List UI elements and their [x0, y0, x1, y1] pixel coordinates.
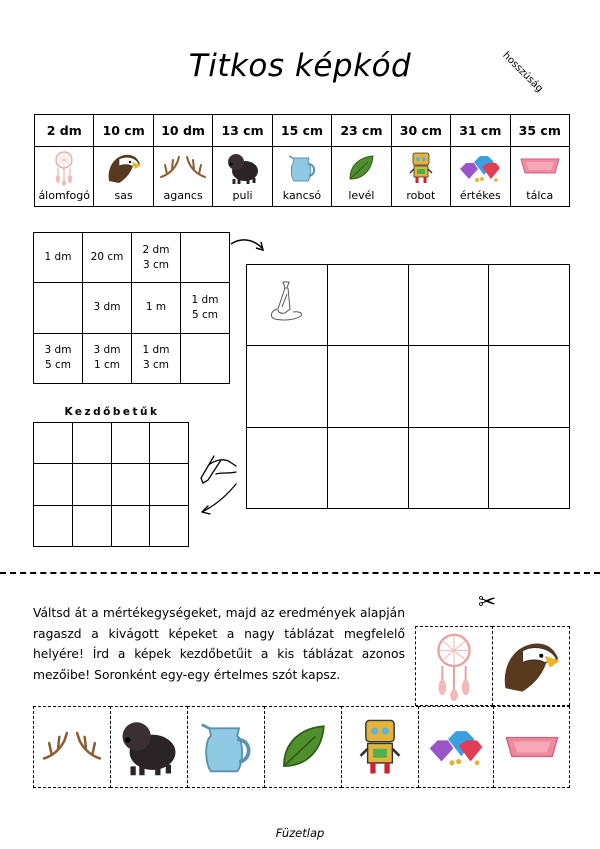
length-cell: 10 cm: [94, 115, 153, 147]
footer-brand: Füzetlap: [275, 826, 325, 840]
initial-slot[interactable]: [150, 423, 189, 464]
jug-icon: [286, 153, 318, 183]
gems-icon: [427, 727, 485, 767]
picture-slot[interactable]: [247, 427, 328, 508]
picture-cell: [213, 147, 272, 207]
instructions-text: Váltsd át a mértékegységeket, majd az eredmények alapján ragaszd a kivágott képeket a nagy táblázat megfelelő helyére! Írd a képek kezdőbetűit a kis táblázat azonos mezőibe! Soronként egy-egy értelmes szót kapsz.: [33, 606, 405, 682]
reference-table: [34, 114, 570, 207]
initial-slot[interactable]: [111, 505, 150, 546]
cutout-card-eagle[interactable]: [492, 626, 570, 706]
length-cell: 35 cm: [510, 115, 570, 147]
eagle-icon: [105, 151, 143, 185]
code-value: 1 dm: [191, 293, 219, 306]
code-cell: [83, 333, 132, 383]
picture-slot[interactable]: [327, 265, 408, 346]
initial-slot[interactable]: [150, 505, 189, 546]
initials-heading: Kezdőbetűk: [64, 406, 160, 418]
picture-cell: [451, 147, 510, 207]
cutout-card-dog[interactable]: [110, 706, 188, 788]
antler-icon: [39, 730, 105, 764]
dog-icon: [226, 151, 260, 185]
initial-slot[interactable]: [34, 505, 73, 546]
initial-slot[interactable]: [72, 505, 111, 546]
cutout-card-dreamcatcher[interactable]: [415, 626, 493, 706]
cutout-card-tray[interactable]: [493, 706, 570, 788]
code-value: 1 cm: [93, 359, 121, 372]
code-table: [33, 232, 230, 384]
cutout-card-robot[interactable]: [341, 706, 419, 788]
code-cell: [132, 333, 181, 383]
cutout-card-gems[interactable]: [418, 706, 494, 788]
dreamcatcher-icon: [49, 150, 79, 186]
initial-slot[interactable]: [34, 423, 73, 464]
curved-arrow-icon: [228, 236, 268, 258]
picture-cell: [35, 147, 94, 207]
code-cell: [181, 283, 230, 333]
topic-stamp: hosszúság: [500, 50, 545, 95]
code-cell: [181, 333, 230, 383]
code-value: 3 dm: [44, 344, 72, 357]
length-cell: 31 cm: [451, 115, 510, 147]
code-value: 3 cm: [142, 258, 170, 271]
cutout-card-antler[interactable]: [33, 706, 111, 788]
length-cell: 10 dm: [153, 115, 212, 147]
picture-slot[interactable]: [327, 346, 408, 427]
gems-icon: [458, 153, 502, 183]
antler-icon: [157, 155, 209, 181]
picture-slot[interactable]: [489, 346, 570, 427]
robot-icon: [357, 716, 403, 778]
code-cell: [181, 233, 230, 283]
scissors-icon: ✂: [478, 590, 497, 615]
length-cell: 30 cm: [391, 115, 450, 147]
picture-cell: [272, 147, 331, 207]
code-value: 5 cm: [44, 359, 72, 372]
code-cell: [83, 283, 132, 333]
eagle-icon: [498, 637, 564, 695]
picture-label: értékes: [459, 189, 501, 202]
jug-icon: [196, 719, 256, 775]
picture-slot[interactable]: [489, 265, 570, 346]
code-cell: [132, 233, 181, 283]
picture-label: levél: [348, 189, 375, 202]
length-cell: 23 cm: [332, 115, 391, 147]
picture-grid: [246, 264, 570, 509]
code-cell: [34, 233, 83, 283]
initial-slot[interactable]: [72, 464, 111, 505]
picture-label: puli: [232, 189, 253, 202]
picture-slot[interactable]: [247, 346, 328, 427]
picture-slot[interactable]: [489, 427, 570, 508]
picture-label: álomfogó: [38, 189, 90, 202]
initial-slot[interactable]: [72, 423, 111, 464]
initial-slot[interactable]: [111, 423, 150, 464]
cutout-card-leaf[interactable]: [264, 706, 342, 788]
jug-sketch-icon: [263, 279, 309, 327]
code-value: 3 cm: [142, 359, 170, 372]
code-value: 5 cm: [191, 308, 219, 321]
code-cell: [132, 283, 181, 333]
writing-hand-icon: [196, 450, 244, 524]
tray-icon: [501, 732, 563, 762]
code-value: 1 dm: [142, 344, 170, 357]
picture-slot[interactable]: [247, 265, 328, 346]
picture-slot[interactable]: [327, 427, 408, 508]
picture-label: sas: [114, 189, 133, 202]
picture-slot[interactable]: [408, 265, 489, 346]
picture-cell: [94, 147, 153, 207]
length-cell: 15 cm: [272, 115, 331, 147]
picture-label: tálca: [526, 189, 554, 202]
code-value: 1 dm: [44, 251, 72, 264]
cutout-card-jug[interactable]: [187, 706, 265, 788]
code-cell: [34, 333, 83, 383]
initial-slot[interactable]: [150, 464, 189, 505]
page-title: Titkos képkód: [188, 48, 412, 84]
picture-cell: [510, 147, 570, 207]
tray-icon: [517, 155, 563, 177]
initial-slot[interactable]: [111, 464, 150, 505]
picture-cell: [332, 147, 391, 207]
picture-label: robot: [406, 189, 436, 202]
code-value: 3 dm: [93, 344, 121, 357]
picture-cell: [153, 147, 212, 207]
picture-slot[interactable]: [408, 346, 489, 427]
code-value: 2 dm: [142, 243, 170, 256]
code-value: 1 m: [145, 301, 167, 314]
robot-icon: [408, 151, 434, 185]
initial-slot[interactable]: [34, 464, 73, 505]
dreamcatcher-icon: [424, 631, 484, 701]
picture-cell: [391, 147, 450, 207]
code-cell: [34, 283, 83, 333]
dog-icon: [119, 716, 179, 778]
length-cell: 13 cm: [213, 115, 272, 147]
code-value: 20 cm: [90, 251, 124, 264]
code-cell: [83, 233, 132, 283]
length-cell: 2 dm: [35, 115, 94, 147]
picture-slot[interactable]: [408, 427, 489, 508]
picture-label: agancs: [163, 189, 203, 202]
code-value: 3 dm: [93, 301, 121, 314]
cut-line: [0, 572, 600, 574]
initials-grid: [33, 422, 189, 547]
leaf-icon: [346, 153, 376, 183]
picture-label: kancsó: [282, 189, 322, 202]
leaf-icon: [277, 721, 329, 773]
